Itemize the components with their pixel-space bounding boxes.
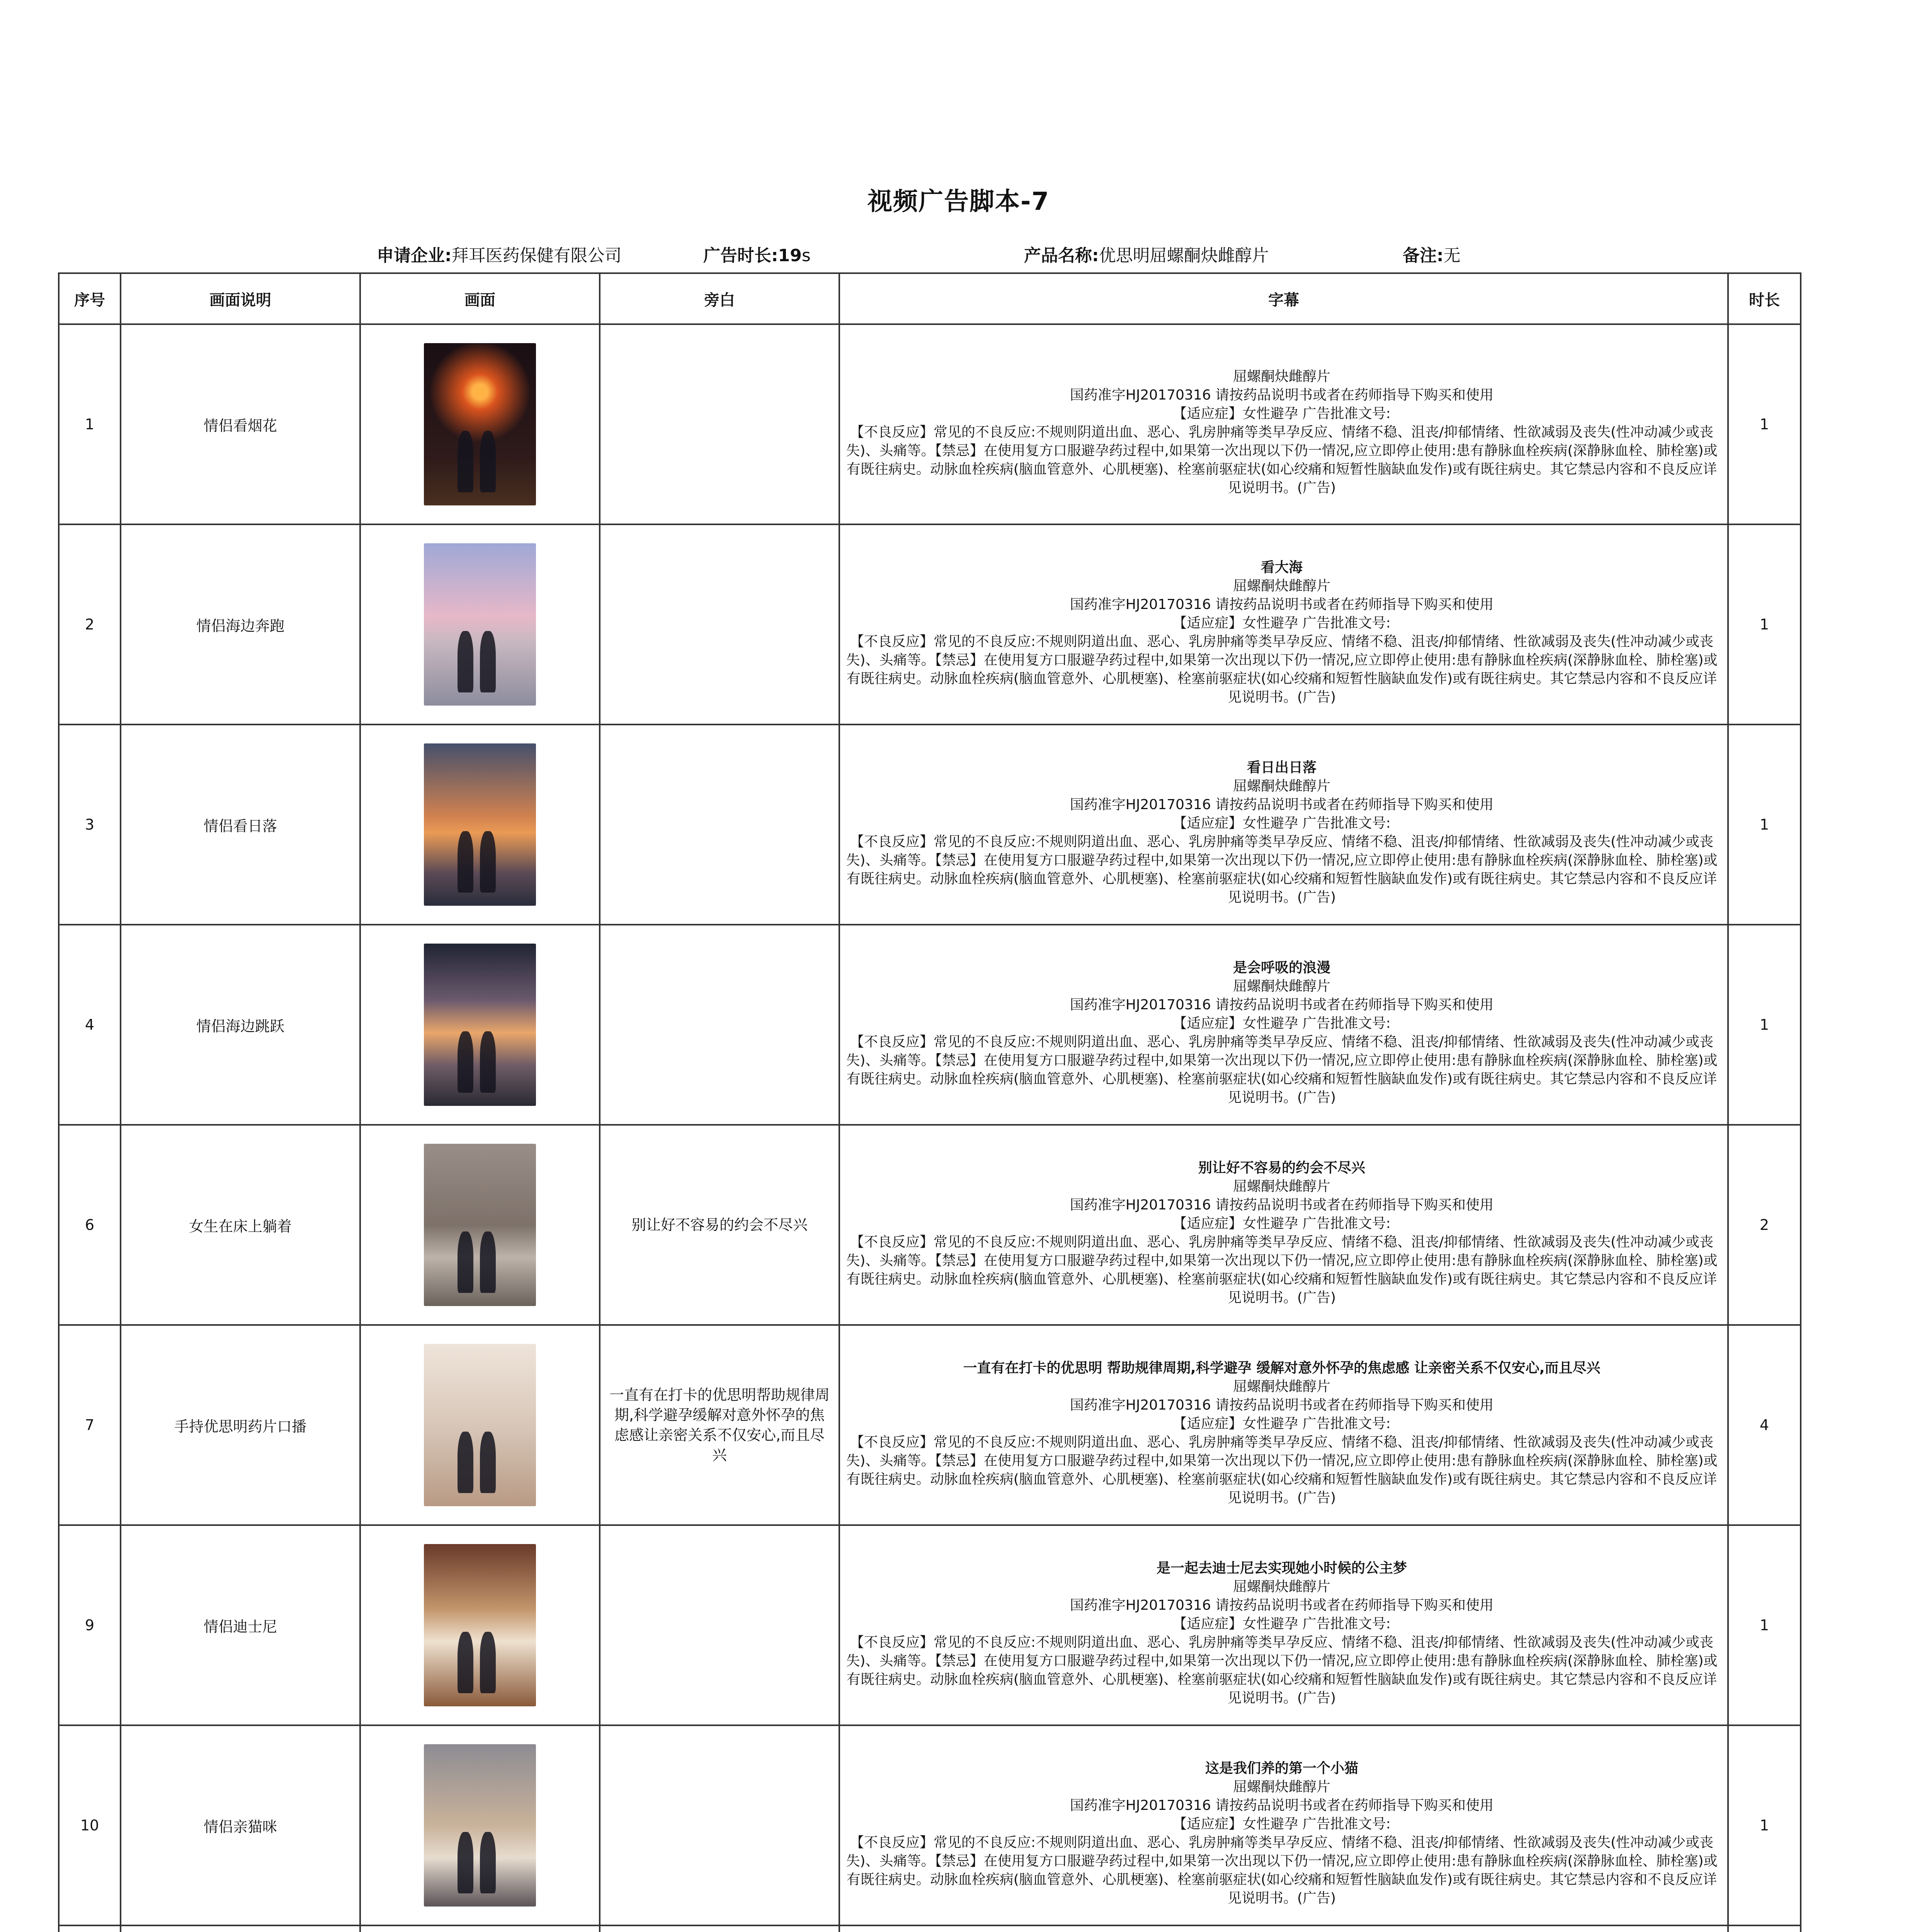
table-row	[59, 1725, 1801, 1925]
header-image: 画面	[360, 273, 600, 324]
caption-line: 【适应症】女性避孕 广告批准文号:	[1173, 615, 1391, 631]
caption-line: 屈螺酮炔雌醇片	[1233, 1379, 1330, 1395]
caption-body	[844, 577, 1720, 707]
row-duration	[1728, 1925, 1801, 1932]
caption-line: 国药准字HJ20170316 请按药品说明书或者在药师指导下购买和使用	[1070, 387, 1494, 403]
document-title: 视频广告脚本-7	[867, 187, 1050, 216]
row-image-cell	[360, 324, 600, 524]
caption-line: 【不良反应】常见的不良反应:不规则阴道出血、恶心、乳房肿痛等类早孕反应、情绪不稳、沮丧/抑郁情绪、性欲减弱及丧失(性冲动减少或丧失)、头痛等。【禁忌】在使用复方口服避孕药过程中,如果第一次出现以下仍一情况,应立即停止使用:患有静脉血栓疾病(深静脉血栓、肺栓塞)或有既往病史。动脉血栓疾病(脑血管意外、心肌梗塞)、栓塞前驱症状(如心绞痛和短暂性脑缺血发作)或有既往病史。其它禁忌内容和不良反应详见说明书。(广告)	[846, 834, 1718, 905]
caption-body	[844, 1778, 1720, 1908]
row-duration: 1	[1728, 1725, 1801, 1925]
caption-line: 【不良反应】常见的不良反应:不规则阴道出血、恶心、乳房肿痛等类早孕反应、情绪不稳、沮丧/抑郁情绪、性欲减弱及丧失(性冲动减少或丧失)、头痛等。【禁忌】在使用复方口服避孕药过程中,如果第一次出现以下仍一情况,应立即停止使用:患有静脉血栓疾病(深静脉血栓、肺栓塞)或有既往病史。动脉血栓疾病(脑血管意外、心肌梗塞)、栓塞前驱症状(如心绞痛和短暂性脑缺血发作)或有既往病史。其它禁忌内容和不良反应详见说明书。(广告)	[846, 1234, 1718, 1306]
row-voiceover	[600, 1725, 839, 1925]
table-row	[59, 524, 1801, 724]
row-duration: 1	[1728, 324, 1801, 524]
script-table	[58, 272, 1801, 1932]
caption-body	[844, 1578, 1720, 1708]
table-row	[59, 1525, 1801, 1725]
caption-headline: 是会呼吸的浪漫	[1233, 960, 1330, 976]
row-number	[59, 1925, 121, 1932]
caption-line: 国药准字HJ20170316 请按药品说明书或者在药师指导下购买和使用	[1070, 997, 1494, 1013]
caption-line: 国药准字HJ20170316 请按药品说明书或者在药师指导下购买和使用	[1070, 1197, 1494, 1213]
table-row	[59, 925, 1801, 1125]
caption-headline: 看日出日落	[1247, 760, 1317, 776]
scene-thumbnail	[424, 543, 536, 706]
caption-line: 【适应症】女性避孕 广告批准文号:	[1173, 1015, 1391, 1031]
product-meta: 产品名称:优思明屈螺酮炔雌醇片	[1024, 246, 1269, 265]
row-description: 情侣看烟花	[121, 324, 360, 524]
caption-headline: 别让好不容易的约会不尽兴	[1198, 1160, 1365, 1176]
row-voiceover	[600, 724, 839, 925]
caption-body	[844, 777, 1720, 907]
row-image-cell	[360, 1725, 600, 1925]
row-image-cell	[360, 1925, 600, 1932]
row-description: 情侣看日落	[121, 724, 360, 925]
row-description: 情侣海边奔跑	[121, 524, 360, 724]
scene-thumbnail	[424, 1344, 536, 1506]
row-description: 情侣亲猫咪	[121, 1725, 360, 1925]
caption-line: 【适应症】女性避孕 广告批准文号:	[1173, 815, 1391, 831]
caption-line: 【适应症】女性避孕 广告批准文号:	[1173, 1216, 1391, 1231]
caption-line: 国药准字HJ20170316 请按药品说明书或者在药师指导下购买和使用	[1070, 797, 1494, 813]
row-caption	[839, 925, 1728, 1125]
caption-line: 【不良反应】常见的不良反应:不规则阴道出血、恶心、乳房肿痛等类早孕反应、情绪不稳、沮丧/抑郁情绪、性欲减弱及丧失(性冲动减少或丧失)、头痛等。【禁忌】在使用复方口服避孕药过程中,如果第一次出现以下仍一情况,应立即停止使用:患有静脉血栓疾病(深静脉血栓、肺栓塞)或有既往病史。动脉血栓疾病(脑血管意外、心肌梗塞)、栓塞前驱症状(如心绞痛和短暂性脑缺血发作)或有既往病史。其它禁忌内容和不良反应详见说明书。(广告)	[846, 634, 1718, 705]
row-duration: 4	[1728, 1325, 1801, 1525]
caption-line: 【适应症】女性避孕 广告批准文号:	[1173, 406, 1391, 422]
caption-line: 屈螺酮炔雌醇片	[1233, 978, 1330, 994]
row-caption	[839, 724, 1728, 925]
caption-body	[844, 1177, 1720, 1307]
row-number: 10	[59, 1725, 121, 1925]
row-caption	[839, 524, 1728, 724]
caption-body	[844, 977, 1720, 1107]
caption-line: 屈螺酮炔雌醇片	[1233, 778, 1330, 794]
row-caption	[839, 1725, 1728, 1925]
header-desc: 画面说明	[121, 273, 360, 324]
row-image-cell	[360, 925, 600, 1125]
row-image-cell	[360, 1525, 600, 1725]
caption-line: 【适应症】女性避孕 广告批准文号:	[1173, 1816, 1391, 1832]
row-image-cell	[360, 1325, 600, 1525]
row-voiceover: 别让好不容易的约会不尽兴	[600, 1125, 839, 1325]
duration-meta: 广告时长:19s	[703, 246, 811, 265]
row-number: 7	[59, 1325, 121, 1525]
note-meta: 备注:无	[1403, 246, 1461, 265]
header-caption: 字幕	[839, 273, 1728, 324]
caption-line: 屈螺酮炔雌醇片	[1233, 1579, 1330, 1595]
row-description: 情侣迪士尼	[121, 1525, 360, 1725]
caption-line: 【不良反应】常见的不良反应:不规则阴道出血、恶心、乳房肿痛等类早孕反应、情绪不稳、沮丧/抑郁情绪、性欲减弱及丧失(性冲动减少或丧失)、头痛等。【禁忌】在使用复方口服避孕药过程中,如果第一次出现以下仍一情况,应立即停止使用:患有静脉血栓疾病(深静脉血栓、肺栓塞)或有既往病史。动脉血栓疾病(脑血管意外、心肌梗塞)、栓塞前驱症状(如心绞痛和短暂性脑缺血发作)或有既往病史。其它禁忌内容和不良反应详见说明书。(广告)	[846, 1835, 1718, 1906]
row-voiceover	[600, 524, 839, 724]
row-caption	[839, 1125, 1728, 1325]
row-number: 6	[59, 1125, 121, 1325]
caption-line: 【不良反应】常见的不良反应:不规则阴道出血、恶心、乳房肿痛等类早孕反应、情绪不稳、沮丧/抑郁情绪、性欲减弱及丧失(性冲动减少或丧失)、头痛等。【禁忌】在使用复方口服避孕药过程中,如果第一次出现以下仍一情况,应立即停止使用:患有静脉血栓疾病(深静脉血栓、肺栓塞)或有既往病史。动脉血栓疾病(脑血管意外、心肌梗塞)、栓塞前驱症状(如心绞痛和短暂性脑缺血发作)或有既往病史。其它禁忌内容和不良反应详见说明书。(广告)	[846, 424, 1718, 496]
caption-body	[844, 1378, 1720, 1507]
row-description: 手持优思明药片口播	[121, 1325, 360, 1525]
caption-line: 【适应症】女性避孕 广告批准文号:	[1173, 1416, 1391, 1432]
scene-thumbnail	[424, 743, 536, 906]
table-row	[59, 1925, 1801, 1932]
row-voiceover: 一直有在打卡的优思明帮助规律周期,科学避孕缓解对意外怀孕的焦虑感让亲密关系不仅安心,而且尽兴	[600, 1325, 839, 1525]
row-number: 9	[59, 1525, 121, 1725]
row-number: 4	[59, 925, 121, 1125]
table-header-row	[59, 273, 1801, 324]
caption-line: 【适应症】女性避孕 广告批准文号:	[1173, 1616, 1391, 1632]
row-duration: 1	[1728, 925, 1801, 1125]
caption-headline: 看大海	[1260, 560, 1303, 575]
caption-line: 屈螺酮炔雌醇片	[1233, 1179, 1330, 1194]
caption-headline: 这是我们养的第一个小猫	[1205, 1760, 1358, 1776]
row-number: 3	[59, 724, 121, 925]
row-voiceover	[600, 1925, 839, 1932]
row-description	[121, 1925, 360, 1932]
caption-line: 【不良反应】常见的不良反应:不规则阴道出血、恶心、乳房肿痛等类早孕反应、情绪不稳、沮丧/抑郁情绪、性欲减弱及丧失(性冲动减少或丧失)、头痛等。【禁忌】在使用复方口服避孕药过程中,如果第一次出现以下仍一情况,应立即停止使用:患有静脉血栓疾病(深静脉血栓、肺栓塞)或有既往病史。动脉血栓疾病(脑血管意外、心肌梗塞)、栓塞前驱症状(如心绞痛和短暂性脑缺血发作)或有既往病史。其它禁忌内容和不良反应详见说明书。(广告)	[846, 1634, 1718, 1706]
row-voiceover	[600, 324, 839, 524]
scene-thumbnail	[424, 343, 536, 505]
row-duration: 1	[1728, 524, 1801, 724]
row-duration: 1	[1728, 724, 1801, 925]
row-voiceover	[600, 925, 839, 1125]
table-row	[59, 1325, 1801, 1525]
header-duration: 时长	[1728, 273, 1801, 324]
caption-line: 屈螺酮炔雌醇片	[1233, 1779, 1330, 1795]
caption-line: 【不良反应】常见的不良反应:不规则阴道出血、恶心、乳房肿痛等类早孕反应、情绪不稳、沮丧/抑郁情绪、性欲减弱及丧失(性冲动减少或丧失)、头痛等。【禁忌】在使用复方口服避孕药过程中,如果第一次出现以下仍一情况,应立即停止使用:患有静脉血栓疾病(深静脉血栓、肺栓塞)或有既往病史。动脉血栓疾病(脑血管意外、心肌梗塞)、栓塞前驱症状(如心绞痛和短暂性脑缺血发作)或有既往病史。其它禁忌内容和不良反应详见说明书。(广告)	[846, 1034, 1718, 1105]
row-caption	[839, 1325, 1728, 1525]
company-meta: 申请企业:拜耳医药保健有限公司	[377, 246, 622, 265]
row-voiceover	[600, 1525, 839, 1725]
scene-thumbnail	[424, 1544, 536, 1706]
row-image-cell	[360, 724, 600, 925]
header-no: 序号	[59, 273, 121, 324]
caption-line: 【不良反应】常见的不良反应:不规则阴道出血、恶心、乳房肿痛等类早孕反应、情绪不稳、沮丧/抑郁情绪、性欲减弱及丧失(性冲动减少或丧失)、头痛等。【禁忌】在使用复方口服避孕药过程中,如果第一次出现以下仍一情况,应立即停止使用:患有静脉血栓疾病(深静脉血栓、肺栓塞)或有既往病史。动脉血栓疾病(脑血管意外、心肌梗塞)、栓塞前驱症状(如心绞痛和短暂性脑缺血发作)或有既往病史。其它禁忌内容和不良反应详见说明书。(广告)	[846, 1434, 1718, 1506]
caption-line: 屈螺酮炔雌醇片	[1233, 578, 1330, 594]
scene-thumbnail	[424, 1744, 536, 1906]
row-caption	[839, 1525, 1728, 1725]
caption-line: 国药准字HJ20170316 请按药品说明书或者在药师指导下购买和使用	[1070, 1397, 1494, 1413]
scene-thumbnail	[424, 1144, 536, 1306]
caption-body	[844, 367, 1720, 497]
caption-line: 屈螺酮炔雌醇片	[1233, 369, 1330, 384]
table-row	[59, 724, 1801, 925]
row-description: 女生在床上躺着	[121, 1125, 360, 1325]
row-number: 2	[59, 524, 121, 724]
scene-thumbnail	[424, 944, 536, 1106]
row-number: 1	[59, 324, 121, 524]
row-description: 情侣海边跳跃	[121, 925, 360, 1125]
caption-line: 国药准字HJ20170316 请按药品说明书或者在药师指导下购买和使用	[1070, 1798, 1494, 1813]
row-caption	[839, 1925, 1728, 1932]
row-image-cell	[360, 524, 600, 724]
table-row	[59, 324, 1801, 524]
row-image-cell	[360, 1125, 600, 1325]
caption-line: 国药准字HJ20170316 请按药品说明书或者在药师指导下购买和使用	[1070, 1597, 1494, 1613]
header-voiceover: 旁白	[600, 273, 839, 324]
caption-line: 国药准字HJ20170316 请按药品说明书或者在药师指导下购买和使用	[1070, 597, 1494, 612]
row-duration: 2	[1728, 1125, 1801, 1325]
row-caption	[839, 324, 1728, 524]
caption-headline: 一直有在打卡的优思明 帮助规律周期,科学避孕 缓解对意外怀孕的焦虑感 让亲密关系不仅安心,而且尽兴	[963, 1360, 1601, 1376]
table-row	[59, 1125, 1801, 1325]
row-duration: 1	[1728, 1525, 1801, 1725]
caption-headline: 是一起去迪士尼去实现她小时候的公主梦	[1156, 1560, 1407, 1576]
